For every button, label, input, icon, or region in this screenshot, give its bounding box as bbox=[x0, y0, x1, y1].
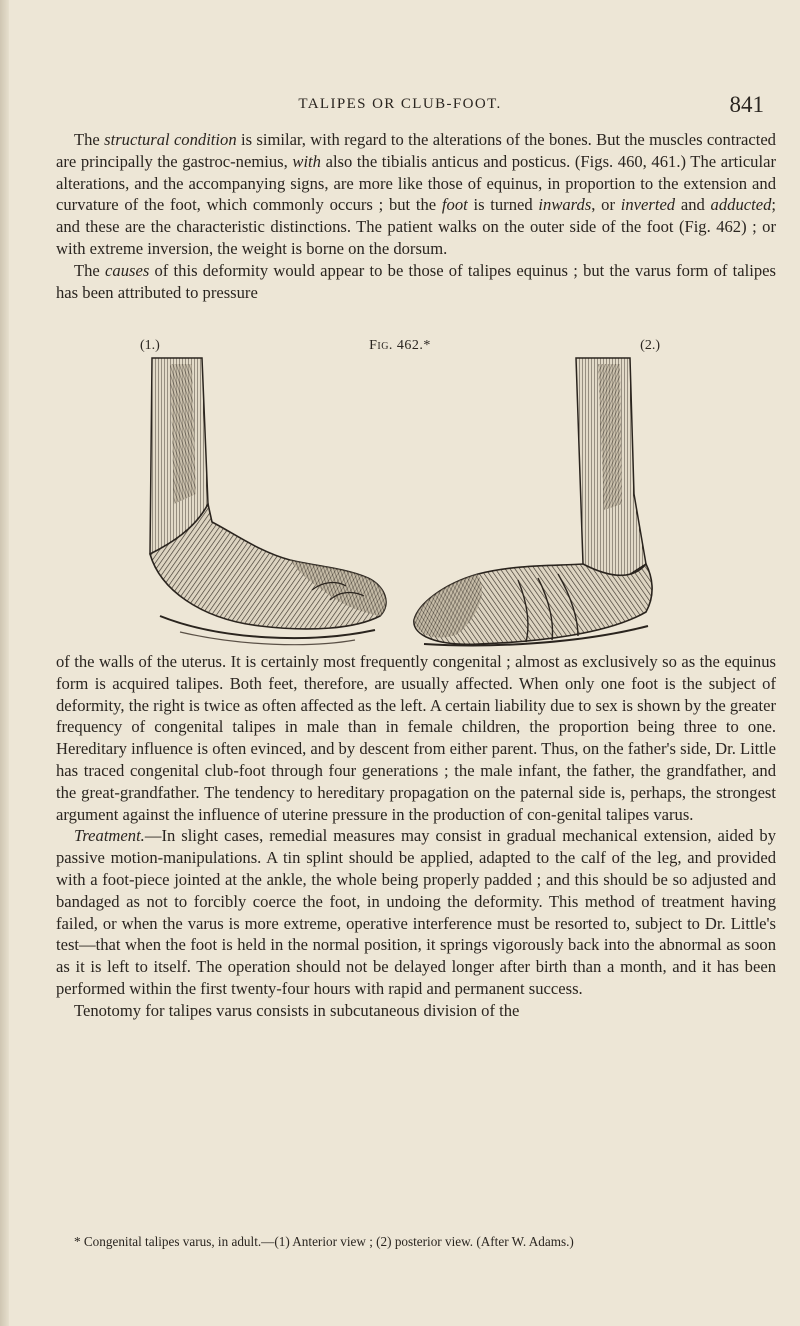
italic-term: structural condition bbox=[104, 130, 237, 149]
figure-462 bbox=[140, 338, 660, 650]
page-binding-edge bbox=[0, 0, 9, 1326]
text-run: also the tibialis anticus and posticus. (Figs. 460, 461.) The articular alterations, and the accompanying signs, are more like those of equinus, in proportion to the extension and curvature of the foot, which commonly occurs ; but the bbox=[56, 151, 776, 215]
italic-term: inverted bbox=[620, 195, 676, 215]
figure-label-posterior: (2.) bbox=[640, 338, 660, 353]
text-run: of this deformity would appear to be those of talipes equinus ; but the varus form of talipes has been attributed to pressure bbox=[56, 260, 776, 302]
paragraph-structural-condition bbox=[56, 129, 776, 260]
page-number: 841 bbox=[729, 92, 764, 117]
text-run: is similar, with regard to the alterations of the bones. But the muscles contracted are principally the gastroc-nemius, bbox=[56, 130, 776, 171]
paragraph-uterus: of the walls of the uterus. It is certainly most frequently congenital ; almost as exclusively so as the equinus form is acquired talipes. Both feet, therefore, are usually affected. When only one foot is the subject of deformity, the right is twice as often affected as the left. A certain liability due to sex is shown by the greater frequency of congenital talipes in male than in female children, the proportion being three to one. Hereditary influence is often evinced, and by descent from either parent. Thus, on the father's side, Dr. Little has traced congenital club-foot through four generations ; the male infant, the father, the grandfather, and the great-grandfather. The tendency to hereditary propagation on the paternal side is, perhaps, the strongest argument against the influence of uterine pressure in the production of con-genital talipes varus. bbox=[56, 652, 776, 824]
italic-term: inwards bbox=[538, 195, 592, 215]
running-title: TALIPES OR CLUB-FOOT. bbox=[298, 96, 502, 112]
figure-label-anterior: (1.) bbox=[140, 338, 160, 353]
italic-heading: Treatment. bbox=[74, 826, 145, 846]
body-text-bottom bbox=[56, 651, 776, 1022]
running-head bbox=[0, 92, 800, 122]
text-run: is turned bbox=[467, 195, 539, 215]
text-run: ; and these are the characteristic distinctions. The patient walks on the outer side of the foot (Fig. 462) ; or with extreme inversion, the weight is borne on the dorsum. bbox=[56, 195, 776, 258]
italic-term: with bbox=[292, 151, 321, 171]
footnote bbox=[56, 1233, 776, 1250]
figure-title: Fig. 462.* bbox=[369, 338, 431, 353]
foot-posterior-view-illustration bbox=[408, 354, 660, 648]
italic-term: adducted bbox=[710, 195, 772, 215]
italic-term: causes bbox=[105, 260, 150, 280]
text-run: , or bbox=[591, 195, 621, 215]
italic-term: foot bbox=[441, 195, 468, 215]
body-text-top bbox=[56, 129, 776, 303]
text-run: —In slight cases, remedial measures may consist in gradual mechanical extension, aided by passive motion-manipulations. A tin splint should be applied, adapted to the calf of the leg, and provided with a foot-piece jointed at the ankle, the whole being properly padded ; and this should be so adjusted and bandaged as not to forcibly coerce the foot, in undoing the deformity. This method of treatment having failed, or when the varus is more extreme, operative interference must be resorted to, subject to Dr. Little's test—that when the foot is held in the normal position, it springs vigorously back into the abnormal as soon as it is left to itself. The operation should not be delayed longer after birth than a month, and it has been performed within the first twenty-four hours with rapid and permanent success. bbox=[56, 826, 776, 998]
foot-anterior-view-illustration bbox=[140, 354, 390, 648]
paragraph-tenotomy: Tenotomy for talipes varus consists in subcutaneous division of the bbox=[74, 1000, 520, 1020]
paragraph-causes bbox=[56, 260, 776, 304]
text-run: The bbox=[74, 130, 105, 149]
text-run: and bbox=[675, 195, 711, 215]
text-run: The bbox=[74, 260, 106, 280]
paragraph-treatment bbox=[56, 825, 776, 999]
footnote-text: * Congenital talipes varus, in adult.—(1) Anterior view ; (2) posterior view. (After W. Adams.) bbox=[74, 1234, 574, 1249]
